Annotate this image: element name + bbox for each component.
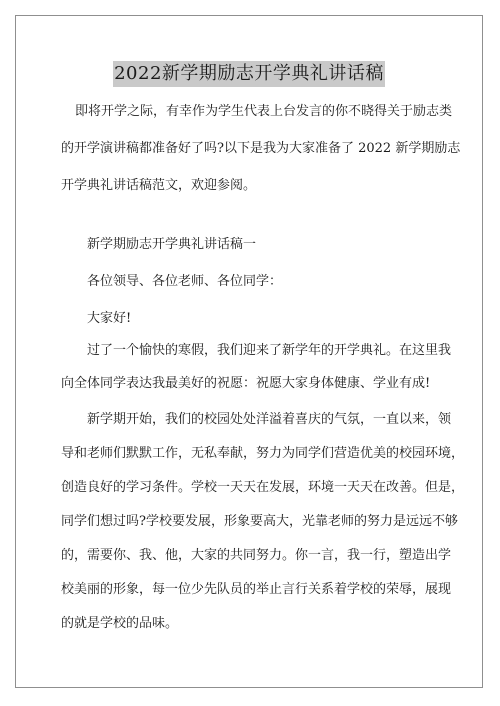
paragraph-line: 的就是学校的品味。 [61,616,179,631]
paragraph-line: 新学期开始，我们的校园处处洋溢着喜庆的气氛，一直以来，领 [87,412,452,427]
paragraph-line: 导和老师们默默工作，无私奉献，努力为同学们营造优美的校园环境， [61,446,465,461]
paragraph-line: 的开学演讲稿都准备好了吗?以下是我为大家准备了 2022 新学期励志 [61,141,461,156]
paragraph-line: 过了一个愉快的寒假，我们迎来了新学年的开学典礼。在这里我 [87,343,452,358]
paragraph-line: 即将开学之际，有幸作为学生代表上台发言的你不晓得关于励志类 [75,104,453,119]
paragraph-line: 开学典礼讲话稿范文，欢迎参阅。 [61,178,257,193]
paragraph-line: 的，需要你、我、他，大家的共同努力。你一言，我一行，塑造出学 [61,548,452,563]
paragraph-line: 创造良好的学习条件。学校一天天在发展，环境一天天在改善。但是， [61,480,465,495]
paragraph-line: 向全体同学表达我最美好的祝愿：祝愿大家身体健康、学业有成! [61,376,431,391]
paragraph-line: 同学们想过吗?学校要发展，形象要高大，光靠老师的努力是远远不够 [61,514,458,529]
section-heading: 新学期励志开学典礼讲话稿一 [87,237,257,252]
salutation-line: 各位领导、各位老师、各位同学： [87,274,283,289]
greeting-line: 大家好! [87,311,132,326]
paragraph-line: 校美丽的形象，每一位少先队员的举止言行关系着学校的荣辱，展现 [61,582,452,597]
document-title: 2022新学期励志开学典礼讲话稿 [113,61,385,87]
